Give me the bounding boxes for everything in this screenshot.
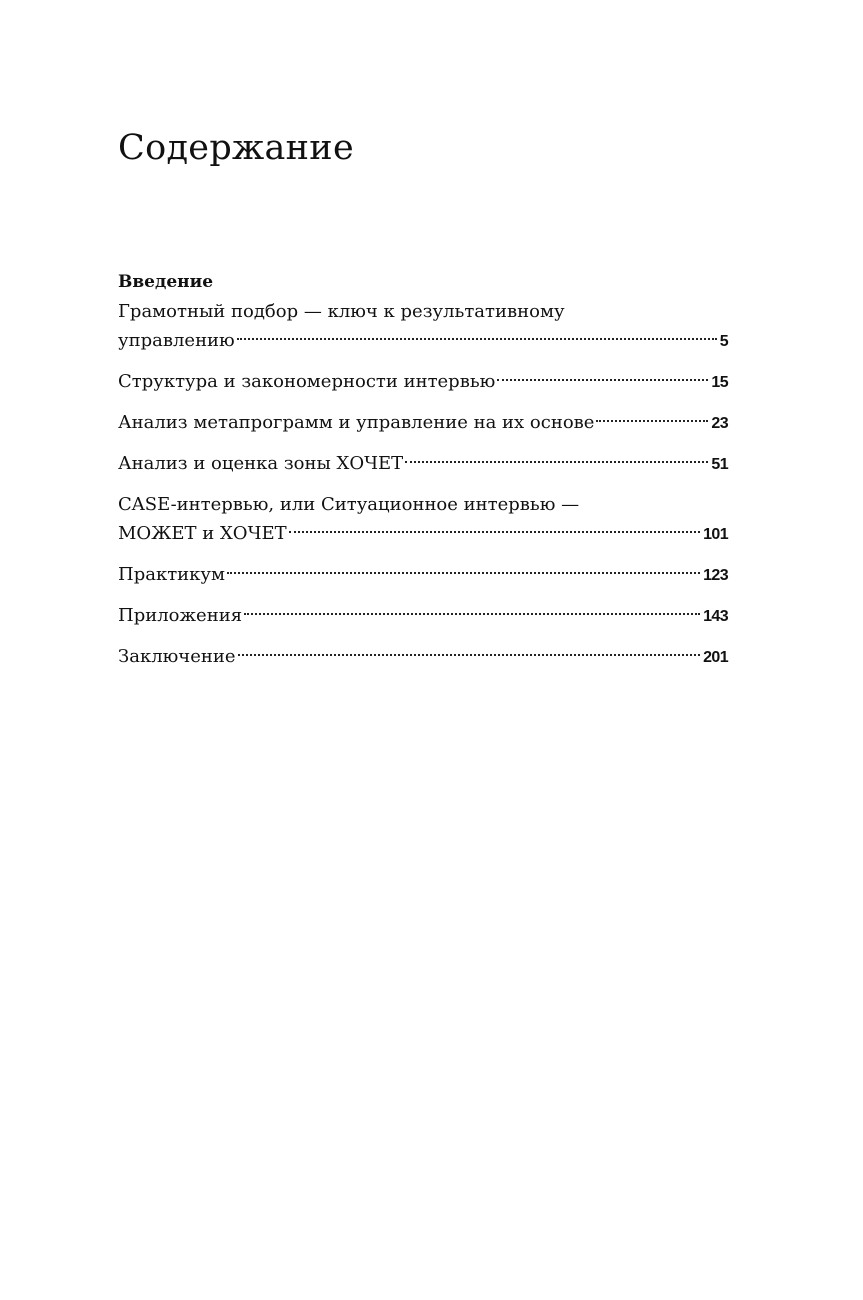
toc-page-number: 23 (711, 415, 728, 432)
toc-entry[interactable] (118, 297, 728, 355)
dot-leader (237, 338, 717, 340)
dot-leader (238, 654, 701, 656)
dot-leader (596, 420, 708, 422)
toc-page-number: 15 (711, 374, 728, 391)
table-of-contents (118, 268, 728, 671)
toc-entry[interactable] (118, 642, 728, 671)
toc-entry-title: Практикум (118, 564, 225, 585)
toc-page-number: 101 (703, 526, 728, 543)
toc-entry-title: Анализ метапрограмм и управление на их основе (118, 412, 595, 433)
toc-page-number: 51 (711, 456, 728, 473)
section-label-introduction: Введение (118, 272, 214, 292)
dot-leader (497, 379, 708, 381)
toc-entry-title: управлению (118, 330, 235, 351)
toc-entry[interactable] (118, 490, 728, 548)
toc-entry-title: Анализ и оценка зоны ХОЧЕТ (118, 453, 404, 474)
dot-leader (244, 613, 700, 615)
toc-entry-title: Структура и закономерности интервью (118, 371, 496, 392)
toc-entry[interactable] (118, 408, 728, 437)
toc-entry-title: МОЖЕТ и ХОЧЕТ (118, 523, 287, 544)
toc-entry-title-line1: Грамотный подбор — ключ к результативному (118, 301, 565, 322)
dot-leader (227, 572, 700, 574)
toc-page-number: 123 (703, 567, 728, 584)
toc-entry-title: Заключение (118, 646, 236, 667)
toc-entry[interactable] (118, 367, 728, 396)
toc-page-number: 201 (703, 649, 728, 666)
toc-entry-title-line1: CASE-интервью, или Ситуационное интервью — (118, 494, 580, 515)
toc-entry[interactable] (118, 449, 728, 478)
page-title: Содержание (118, 128, 354, 168)
dot-leader (405, 461, 708, 463)
toc-entry[interactable] (118, 601, 728, 630)
dot-leader (289, 531, 700, 533)
toc-entry-title: Приложения (118, 605, 243, 626)
toc-page-number: 143 (703, 608, 728, 625)
toc-entry[interactable] (118, 560, 728, 589)
toc-page-number: 5 (719, 333, 728, 350)
